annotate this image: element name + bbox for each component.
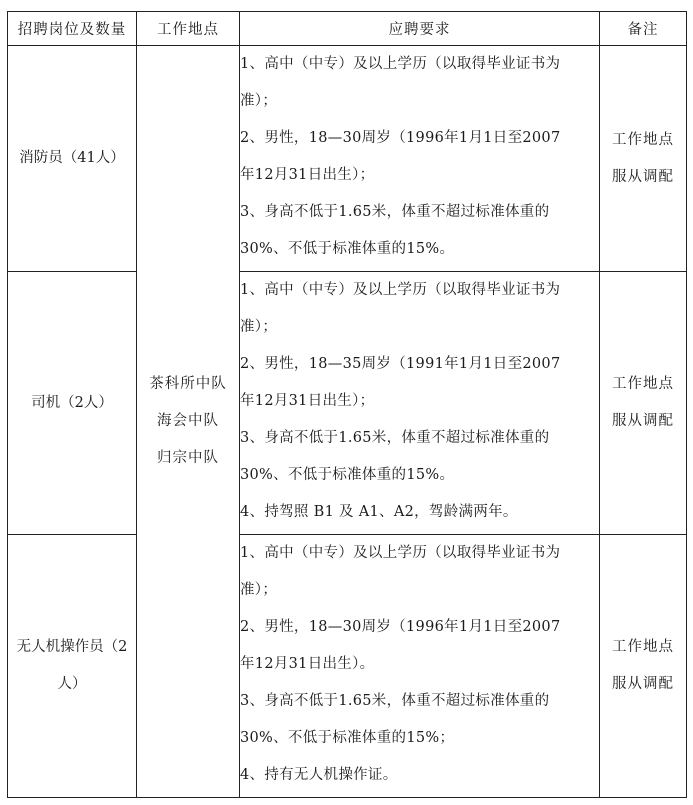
header-location: 工作地点	[137, 12, 240, 46]
requirement-line: 2、男性，18—30周岁（1996年1月1日至2007	[240, 130, 561, 146]
table-row-firefighter	[8, 46, 687, 272]
requirement-line: 年12月31日出生）；	[240, 167, 375, 183]
requirement-line: 3、身高不低于1.65米，体重不超过标准体重的	[240, 693, 550, 709]
requirement-line: 准）；	[240, 319, 278, 335]
header-notes: 备注	[600, 12, 687, 46]
requirement-line: 4、持驾照 B1 及 A1、A2，驾龄满两年。	[240, 504, 518, 520]
requirement-line: 3、身高不低于1.65米，体重不超过标准体重的	[240, 204, 550, 220]
position-cell-driver	[8, 272, 137, 535]
requirements-cell-firefighter	[240, 46, 600, 272]
location-line: 海会中队	[157, 413, 219, 429]
position-line: 消防员（41人）	[19, 150, 125, 166]
requirement-line: 2、男性，18—35周岁（1991年1月1日至2007	[240, 356, 561, 372]
requirement-line: 3、身高不低于1.65米，体重不超过标准体重的	[240, 430, 550, 446]
note-line: 工作地点	[612, 376, 674, 392]
requirement-line: 4、持有无人机操作证。	[240, 767, 398, 783]
position-line: 司机（2人）	[31, 394, 113, 411]
requirement-line: 准）；	[240, 93, 278, 109]
requirements-cell-driver	[240, 272, 600, 535]
requirement-line: 1、高中（中专）及以上学历（以取得毕业证书为	[240, 56, 561, 72]
table-row-drone-operator	[8, 535, 687, 798]
position-cell-drone-operator	[8, 535, 137, 798]
note-line: 服从调配	[612, 168, 674, 185]
note-line: 工作地点	[612, 639, 674, 655]
recruitment-table	[7, 11, 687, 798]
table-row-driver	[8, 272, 687, 535]
requirement-line: 1、高中（中专）及以上学历（以取得毕业证书为	[240, 282, 561, 298]
header-row	[8, 12, 687, 46]
note-line: 服从调配	[612, 413, 674, 429]
requirement-line: 1、高中（中专）及以上学历（以取得毕业证书为	[240, 545, 561, 561]
note-cell-driver	[600, 272, 687, 535]
requirements-cell-drone-operator	[240, 535, 600, 798]
note-line: 服从调配	[612, 676, 674, 692]
header-requirements: 应聘要求	[240, 12, 600, 46]
position-line: 无人机操作员（2	[16, 639, 128, 655]
requirement-line: 年12月31日出生）；	[240, 393, 375, 409]
requirement-line: 30%、不低于标准体重的15%。	[240, 241, 455, 257]
header-position: 招聘岗位及数量	[8, 12, 137, 46]
requirement-line: 准）；	[240, 582, 278, 598]
position-cell-firefighter	[8, 46, 137, 272]
requirement-line: 30%、不低于标准体重的15%。	[240, 467, 455, 483]
location-line: 归宗中队	[157, 450, 219, 466]
note-cell-drone-operator	[600, 535, 687, 798]
position-line: 人）	[57, 676, 87, 692]
location-line: 茶科所中队	[149, 376, 227, 392]
note-line: 工作地点	[612, 131, 674, 148]
requirement-line: 年12月31日出生）。	[240, 656, 375, 672]
location-cell	[137, 46, 240, 798]
note-cell-firefighter	[600, 46, 687, 272]
requirement-line: 2、男性，18—30周岁（1996年1月1日至2007	[240, 619, 561, 635]
requirement-line: 30%、不低于标准体重的15%；	[240, 730, 455, 746]
